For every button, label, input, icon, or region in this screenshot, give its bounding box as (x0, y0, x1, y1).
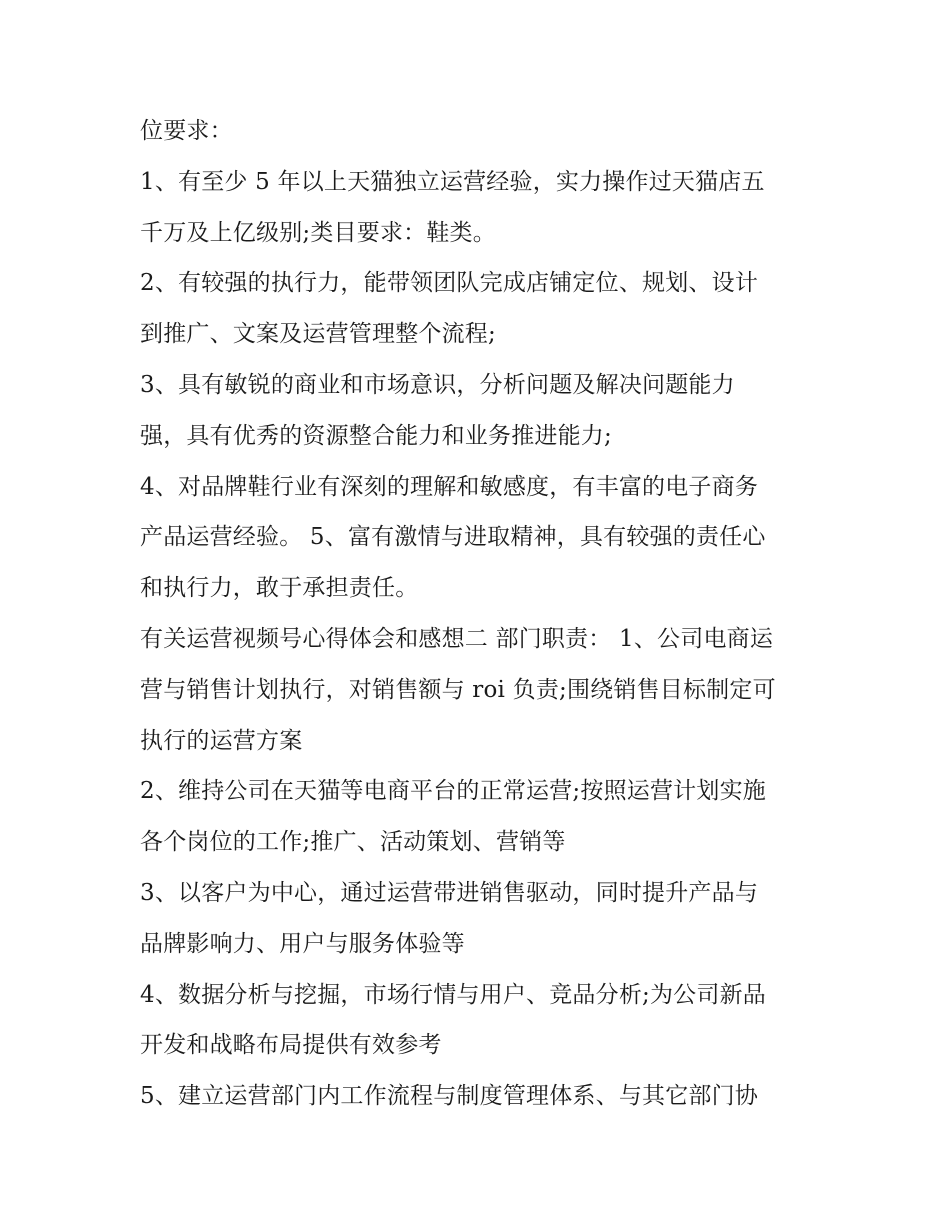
text-line: 强，具有优秀的资源整合能力和业务推进能力; (140, 422, 612, 449)
text-line: 产品运营经验。 5、富有激情与进取精神，具有较强的责任心 (140, 524, 766, 551)
text-line: 4、数据分析与挖掘，市场行情与用户、竞品分析;为公司新品 (140, 981, 766, 1008)
text-line: 和执行力，敢于承担责任。 (140, 575, 419, 602)
text-line: 位要求： (140, 118, 233, 144)
text-line: 2、维持公司在天猫等电商平台的正常运营;按照运营计划实施 (140, 778, 766, 805)
text-line: 各个岗位的工作;推广、活动策划、营销等 (140, 829, 566, 856)
text-line: 千万及上亿级别;类目要求：鞋类。 (140, 219, 496, 246)
document-body (140, 106, 820, 1122)
text-line: 到推广、文案及运营管理整个流程; (140, 321, 496, 348)
text-line: 3、具有敏锐的商业和市场意识，分析问题及解决问题能力 (140, 371, 735, 398)
text-line: 执行的运营方案 (140, 727, 303, 754)
text-line: 3、以客户为中心，通过运营带进销售驱动，同时提升产品与 (140, 879, 759, 906)
text-line: 1、有至少 5 年以上天猫独立运营经验，实力操作过天猫店五 (140, 168, 765, 195)
text-line: 营与销售计划执行，对销售额与 roi 负责;围绕销售目标制定可 (140, 676, 776, 703)
text-line: 开发和战略布局提供有效参考 (140, 1032, 442, 1059)
text-line: 2、有较强的执行力，能带领团队完成店铺定位、规划、设计 (140, 270, 759, 297)
text-line: 5、建立运营部门内工作流程与制度管理体系、与其它部门协 (140, 1083, 759, 1110)
text-line: 有关运营视频号心得体会和感想二 部门职责： 1、公司电商运 (140, 625, 774, 652)
text-line: 品牌影响力、用户与服务体验等 (140, 930, 465, 957)
text-line: 4、对品牌鞋行业有深刻的理解和敏感度，有丰富的电子商务 (140, 473, 759, 500)
